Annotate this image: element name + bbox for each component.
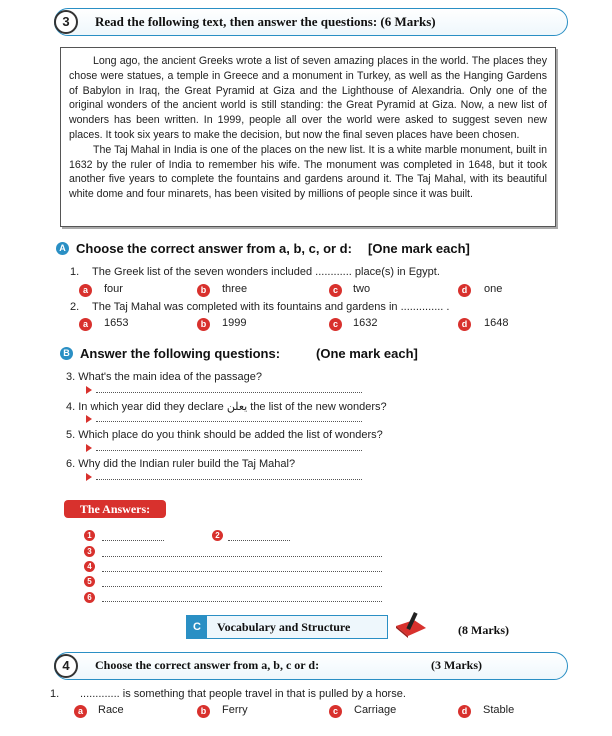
q4-option-a-marker[interactable]: a — [74, 705, 87, 718]
question-6-text: 6. Why did the Indian ruler build the Taj Mahal? — [66, 458, 296, 470]
q2-option-d-marker[interactable]: d — [458, 318, 471, 331]
answer-number-4: 4 — [84, 561, 95, 572]
q1-option-b[interactable]: three — [222, 283, 248, 295]
answers-label: The Answers: — [64, 500, 166, 518]
q4-option-d-marker[interactable]: d — [458, 705, 471, 718]
question-2-text: The Taj Mahal was completed with its fountains and gardens in .............. . — [92, 301, 450, 313]
section-a-badge: A — [56, 242, 69, 255]
q1-option-a[interactable]: four — [104, 283, 123, 295]
answer-slot-5[interactable] — [102, 586, 382, 587]
q4-option-b-marker[interactable]: b — [197, 705, 210, 718]
answer-line-6[interactable] — [96, 479, 362, 480]
reading-passage — [60, 47, 556, 227]
q1-option-c-marker[interactable]: c — [329, 284, 342, 297]
section-b-badge: B — [60, 347, 73, 360]
q4-option-b[interactable]: Ferry — [222, 704, 248, 716]
q4-option-c-marker[interactable]: c — [329, 705, 342, 718]
q1-option-b-marker[interactable]: b — [197, 284, 210, 297]
answer-number-6: 6 — [84, 592, 95, 603]
section-c-marks: (8 Marks) — [458, 623, 509, 637]
question-marks: (3 Marks) — [431, 658, 482, 672]
q1-option-c[interactable]: two — [353, 283, 371, 295]
answer-line-4[interactable] — [96, 421, 362, 422]
book-pencil-icon — [394, 610, 428, 638]
section-b-marks: (One mark each] — [316, 346, 418, 361]
answer-arrow-icon — [86, 473, 92, 481]
q2-option-a-marker[interactable]: a — [79, 318, 92, 331]
section-a-title: Choose the correct answer from a, b, c, or d: — [76, 241, 352, 256]
q2-option-c-marker[interactable]: c — [329, 318, 342, 331]
q1-option-d-marker[interactable]: d — [458, 284, 471, 297]
vocab-question-text: ............. is something that people travel in that is pulled by a horse. — [80, 688, 406, 700]
q4-option-c[interactable]: Carriage — [354, 704, 397, 716]
answer-slot-4[interactable] — [102, 571, 382, 572]
answer-number-3: 3 — [84, 546, 95, 557]
q1-option-a-marker[interactable]: a — [79, 284, 92, 297]
q2-option-c[interactable]: 1632 — [353, 317, 378, 329]
vocab-question-number: 1. — [50, 688, 60, 700]
answer-number-5: 5 — [84, 576, 95, 587]
answer-slot-6[interactable] — [102, 601, 382, 602]
answer-number-2: 2 — [212, 530, 223, 541]
question-number: 3 — [54, 10, 78, 34]
question-3-header — [54, 8, 568, 36]
answer-slot-3[interactable] — [102, 556, 382, 557]
q1-option-d[interactable]: one — [484, 283, 503, 295]
section-b-title: Answer the following questions: — [80, 346, 281, 361]
answer-arrow-icon — [86, 444, 92, 452]
q4-option-d[interactable]: Stable — [483, 704, 515, 716]
question-4-header — [54, 652, 568, 680]
question-2-number: 2. — [70, 301, 80, 313]
answer-arrow-icon — [86, 415, 92, 423]
answer-slot-1[interactable] — [102, 540, 164, 541]
question-4-text: 4. In which year did they declare يعلن the list of the new wonders? — [66, 401, 387, 413]
q2-option-d[interactable]: 1648 — [484, 317, 509, 329]
section-a-marks: [One mark each] — [368, 241, 470, 256]
answer-line-3[interactable] — [96, 392, 362, 393]
q4-option-a[interactable]: Race — [98, 704, 124, 716]
question-3-text: 3. What's the main idea of the passage? — [66, 371, 262, 383]
passage-paragraph-1: Long ago, the ancient Greeks wrote a list of seven amazing places in the world. The places they chose were statues, a temple in Greece and a monument in Turkey, as well as the Hanging Gardens of Babylon in Iraq, the Great Pyramid at Giza and the Lighthouse of Alexandria. Only one of the original wonders of the ancient world is still standing: the Great Pyramid at Giza. Now, a new list of wonders has been written. In 1999, people all over the world were asked to suggest seven new places. It took six years to make the decision, but now the final seven places have been chosen. — [69, 55, 547, 141]
question-title: Read the following text, then answer the questions: (6 Marks) — [95, 14, 436, 29]
answer-line-5[interactable] — [96, 450, 362, 451]
question-title: Choose the correct answer from a, b, c or d: — [95, 658, 320, 672]
question-1-text: The Greek list of the seven wonders included ............ place(s) in Egypt. — [92, 266, 440, 278]
section-c-letter: C — [187, 616, 207, 638]
answer-number-1: 1 — [84, 530, 95, 541]
answer-slot-2[interactable] — [228, 540, 290, 541]
passage-paragraph-2: The Taj Mahal in India is one of the places on the new list. It is a white marble monument, built in 1632 by the ruler of India to remember his wife. The monument was completed in 1648, but it took another five years to complete the fountains and gardens around it. The Taj Mahal, with its beautiful white dome and four minarets, has been visited by millions of people since it was built. — [69, 143, 547, 201]
q2-option-a[interactable]: 1653 — [104, 317, 129, 329]
section-c-header — [186, 615, 388, 639]
q2-option-b[interactable]: 1999 — [222, 317, 247, 329]
question-number: 4 — [54, 654, 78, 678]
question-1-number: 1. — [70, 266, 80, 278]
section-c-title: Vocabulary and Structure — [217, 620, 351, 634]
q2-option-b-marker[interactable]: b — [197, 318, 210, 331]
answer-arrow-icon — [86, 386, 92, 394]
question-5-text: 5. Which place do you think should be added the list of wonders? — [66, 429, 383, 441]
